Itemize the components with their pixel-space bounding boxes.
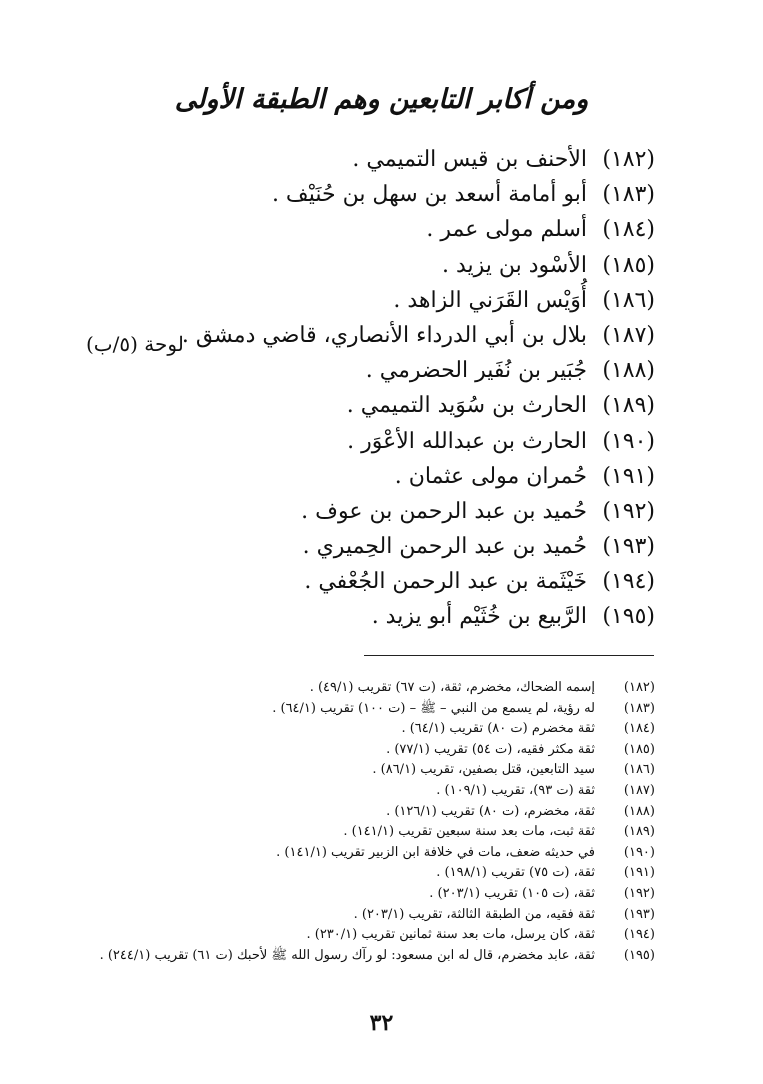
entry-item [55, 283, 655, 318]
footnote-text: في حديثه ضعف، مات في خلافة ابن الزبير تقريب (١٤١/١) . [276, 844, 595, 860]
footnote-number: (١٨٦) [623, 762, 655, 778]
footnote-item [55, 719, 655, 740]
entry-text: حُميد بن عبد الرحمن بن عوف . [301, 498, 587, 524]
footnote-text: ثقة مكثر فقيه، (ت ٥٤) تقريب (٧٧/١) . [386, 741, 595, 757]
footnote-number: (١٩٢) [623, 885, 655, 901]
entry-text: الرَّبيع بن خُثَيْم أبو يزيد . [371, 604, 587, 630]
entry-number: (١٩٠) [602, 428, 655, 454]
footnote-number: (١٨٥) [623, 741, 655, 757]
footnote-number: (١٨٣) [623, 700, 655, 716]
entry-number: (١٨٤) [602, 217, 655, 243]
footnote-number: (١٩٤) [623, 927, 655, 943]
footnote-text: ثقة، عابد مخضرم، قال له ابن مسعود: لو رآك رسول الله ﷺ لأحبك (ت ٦١) تقريب (٢٤٤/١) . [99, 947, 595, 963]
footnote-number: (١٩١) [623, 865, 655, 881]
footnote-item [55, 802, 655, 823]
footnote-text: سيد التابعين، قتل بصفين، تقريب (٨٦/١) . [372, 762, 595, 778]
entry-number: (١٨٣) [602, 182, 655, 208]
footnote-item [55, 863, 655, 884]
entry-number: (١٨٥) [602, 252, 655, 278]
entry-text: خَيْثَمة بن عبد الرحمن الجُعْفي . [304, 569, 587, 595]
footnote-text: ثقة، مخضرم، (ت ٨٠) تقريب (١٢٦/١) . [386, 803, 595, 819]
entry-item [55, 424, 655, 459]
entry-text: الحارث بن سُوَيد التميمي . [346, 393, 587, 419]
entry-number: (١٩٥) [602, 604, 655, 630]
entry-item [55, 248, 655, 283]
entry-text: أسلم مولى عمر . [426, 217, 587, 243]
footnote-item [55, 740, 655, 761]
footnote-number: (١٨٨) [623, 803, 655, 819]
page-number: ٣٢ [369, 1010, 394, 1036]
footnote-number: (١٨٩) [623, 824, 655, 840]
footnote-item [55, 699, 655, 720]
section-heading: ومن أكابر التابعين وهم الطبقة الأولى [174, 84, 589, 115]
footnote-item [55, 884, 655, 905]
entry-item [55, 459, 655, 494]
entry-item [55, 142, 655, 177]
footnote-item [55, 843, 655, 864]
footnote-text: له رؤية، لم يسمع من النبي – ﷺ – (ت ١٠٠) تقريب (٦٤/١) . [272, 700, 595, 716]
footnote-text: ثقة، (ت ٧٥) تقريب (١٩٨/١) . [436, 865, 595, 881]
entry-number: (١٨٦) [602, 287, 655, 313]
footnote-item [55, 925, 655, 946]
entry-text: الحارث بن عبدالله الأعْوَر . [347, 428, 587, 454]
entry-text: جُبَير بن نُفَير الحضرمي . [365, 358, 587, 384]
footnote-number: (١٩٣) [623, 906, 655, 922]
entry-number: (١٩١) [602, 463, 655, 489]
entry-item [55, 599, 655, 634]
entry-number: (١٨٧) [602, 322, 655, 348]
footnote-item [55, 822, 655, 843]
entry-item [55, 212, 655, 247]
entry-text: حُميد بن عبد الرحمن الحِميري . [302, 534, 587, 560]
footnote-number: (١٩٠) [623, 844, 655, 860]
entry-number: (١٩٤) [602, 569, 655, 595]
footnote-item [55, 678, 655, 699]
footnote-text: ثقة، كان يرسل، مات بعد سنة ثمانين تقريب (٢٣٠/١) . [306, 927, 595, 943]
entry-number: (١٩٣) [602, 534, 655, 560]
entry-item [55, 388, 655, 423]
footnote-text: ثقة (ت ٩٣)، تقريب (١٠٩/١) . [436, 782, 595, 798]
footnote-number: (١٨٧) [623, 782, 655, 798]
footnote-item [55, 905, 655, 926]
footnote-number: (١٨٢) [623, 680, 655, 695]
footnote-number: (١٩٥) [623, 947, 655, 963]
entry-text: أبو أمامة أسعد بن سهل بن حُنَيْف . [271, 182, 587, 208]
footnotes-list [55, 678, 655, 966]
footnote-number: (١٨٤) [623, 721, 655, 737]
entry-number: (١٨٢) [602, 147, 655, 172]
footnote-text: ثقة، (ت ١٠٥) تقريب (٢٠٣/١) . [429, 885, 595, 901]
footnote-divider [364, 655, 654, 656]
entry-text: أُوَيْس القَرَني الزاهد . [393, 287, 587, 313]
entry-text: الأسْود بن يزيد . [441, 252, 587, 278]
entry-number: (١٨٩) [602, 393, 655, 419]
entry-number: (١٨٨) [602, 358, 655, 384]
footnote-text: ثقة فقيه، من الطبقة الثالثة، تقريب (٢٠٣/١) . [353, 906, 595, 922]
entries-list [55, 142, 655, 635]
footnote-text: ثقة ثبت، مات بعد سنة سبعين تقريب (١٤١/١) . [343, 824, 595, 840]
entry-item [55, 564, 655, 599]
entry-text: بلال بن أبي الدرداء الأنصاري، قاضي دمشق . [181, 322, 587, 348]
entry-text: الأحنف بن قيس التميمي . [352, 147, 587, 172]
entry-item [55, 494, 655, 529]
entry-text: حُمران مولى عثمان . [394, 463, 587, 489]
entry-number: (١٩٢) [602, 498, 655, 524]
entry-item [55, 529, 655, 564]
footnote-text: ثقة مخضرم (ت ٨٠) تقريب (٦٤/١) . [401, 721, 595, 737]
footnote-item [55, 946, 655, 967]
footnote-text: إسمه الضحاك، مخضرم، ثقة، (ت ٦٧) تقريب (٤٩/١) . [309, 680, 595, 695]
manuscript-folio-note: لوحة (٥/ب) [86, 332, 184, 356]
footnote-item [55, 781, 655, 802]
footnote-item [55, 760, 655, 781]
entry-item [55, 177, 655, 212]
